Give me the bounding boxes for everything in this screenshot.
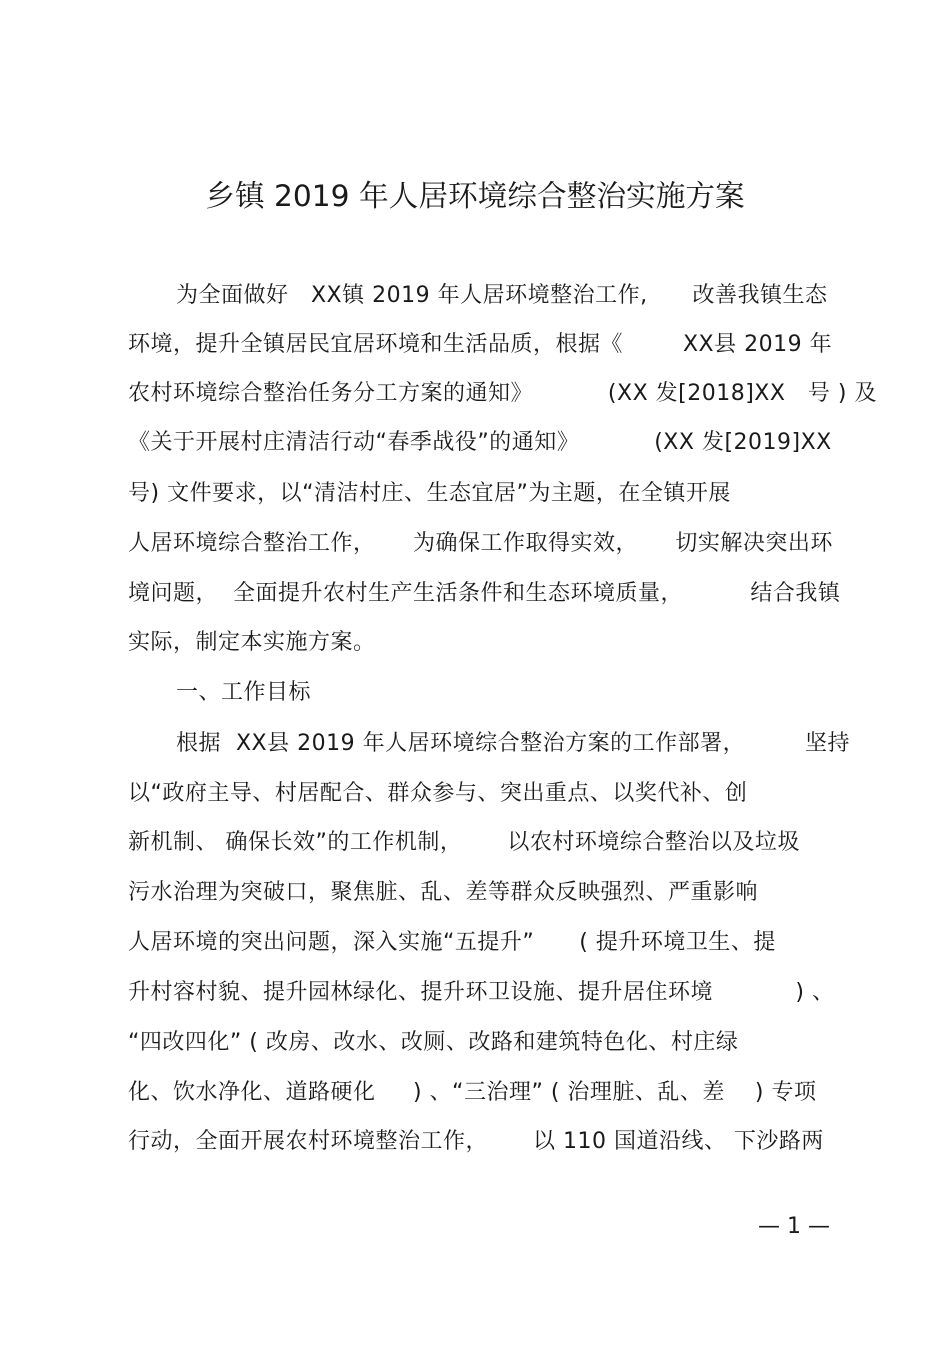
paragraph-line: 升村容村貌、提升园林绿化、提升环卫设施、提升居住环境 ) 、 [128, 980, 835, 1005]
page-number: — 1 — [758, 1214, 830, 1239]
paragraph-line: 环境，提升全镇居民宜居环境和生活品质，根据《 XX县 2019 年 [128, 332, 833, 357]
paragraph-line: 行动，全面开展农村环境整治工作， 以 110 国道沿线、 下沙路两 [128, 1129, 824, 1154]
paragraph-line: 为全面做好 XX镇 2019 年人居环境整治工作, 改善我镇生态 [176, 283, 828, 308]
paragraph-line: 人居环境综合整治工作， 为确保工作取得实效， 切实解决突出环 [128, 531, 833, 556]
document-title: 乡镇 2019 年人居环境综合整治实施方案 [205, 178, 745, 213]
paragraph-line: 污水治理为突破口，聚焦脏、乱、差等群众反映强烈、严重影响 [128, 880, 759, 905]
paragraph-line: 境问题， 全面提升农村生产生活条件和生态环境质量， 结合我镇 [128, 581, 841, 606]
paragraph-line: 新机制、 确保长效”的工作机制， 以农村环境综合整治以及垃圾 [128, 830, 800, 855]
paragraph-line: 人居环境的突出问题，深入实施“五提升” ( 提升环境卫生、提 [128, 930, 776, 955]
paragraph-line: 以“政府主导、村居配合、群众参与、突出重点、以奖代补、创 [128, 781, 748, 806]
paragraph-line: 《关于开展村庄清洁行动“春季战役”的通知》 (XX 发[2019]XX [128, 430, 832, 455]
paragraph-line: 号) 文件要求，以“清洁村庄、生态宜居”为主题，在全镇开展 [128, 481, 731, 506]
paragraph-line: “四改四化” ( 改房、改水、改厕、改路和建筑特色化、村庄绿 [128, 1030, 739, 1055]
paragraph-line: 根据 XX县 2019 年人居环境综合整治方案的工作部署， 坚持 [176, 731, 851, 756]
paragraph-line: 化、饮水净化、道路硬化 ) 、“三治理” ( 治理脏、乱、差 ) 专项 [128, 1080, 817, 1105]
paragraph-line: 农村环境综合整治任务分工方案的通知》 (XX 发[2018]XX 号 ) 及 [128, 381, 877, 406]
section-heading: 一、工作目标 [176, 680, 312, 705]
paragraph-line: 实际，制定本实施方案。 [128, 630, 376, 655]
